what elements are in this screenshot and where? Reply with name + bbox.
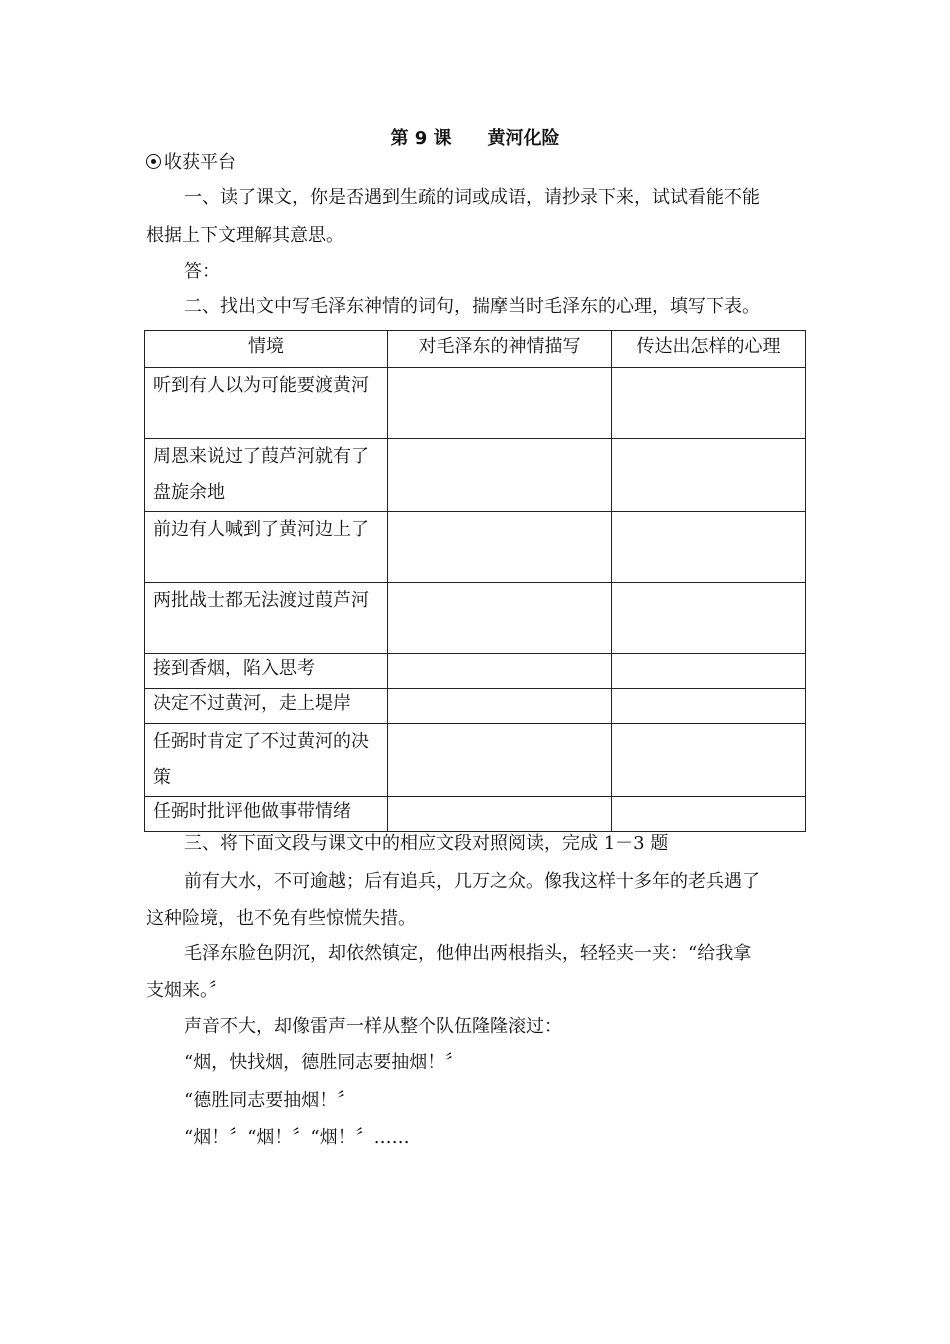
expression-answer-cell[interactable]: [388, 724, 612, 797]
question-3-text: 三、将下面文段与课文中的相应文段对照阅读，完成 1－3 题: [184, 833, 669, 854]
expression-answer-cell[interactable]: [388, 512, 612, 583]
table-header-cell: 传达出怎样的心理: [612, 331, 806, 368]
answer-label: 答：: [184, 261, 220, 282]
question-2-text: 二、找出文中写毛泽东神情的词句，揣摩当时毛泽东的心理，填写下表。: [184, 296, 760, 317]
table-header-row: [145, 331, 806, 368]
passage-quote: “烟，快找烟，德胜同志要抽烟！〞: [184, 1052, 464, 1073]
psychology-answer-cell[interactable]: [612, 439, 806, 512]
question-1-text-cont: 根据上下文理解其意思。: [146, 225, 344, 246]
expression-answer-cell[interactable]: [388, 368, 612, 439]
table-row: [145, 439, 806, 512]
section-heading-label: 收获平台: [164, 152, 236, 173]
situation-cell: 任弼时肯定了不过黄河的决策: [145, 724, 388, 797]
passage-quote: “德胜同志要抽烟！〞: [184, 1090, 356, 1111]
situation-cell: 任弼时批评他做事带情绪: [145, 797, 388, 832]
situation-cell: 周恩来说过了葭芦河就有了盘旋余地: [145, 439, 388, 512]
table-header-cell: 对毛泽东的神情描写: [388, 331, 612, 368]
psychology-answer-cell[interactable]: [612, 724, 806, 797]
expression-answer-cell[interactable]: [388, 439, 612, 512]
psychology-answer-cell[interactable]: [612, 797, 806, 832]
psychology-answer-cell[interactable]: [612, 512, 806, 583]
passage-paragraph-cont: 支烟来。〞: [146, 980, 227, 1001]
table-row: [145, 512, 806, 583]
circled-dot-icon: [146, 154, 161, 169]
worksheet-table: [144, 330, 806, 832]
passage-paragraph: 前有大水，不可逾越；后有追兵，几万之众。像我这样十多年的老兵遇了: [184, 871, 760, 892]
situation-cell: 接到香烟，陷入思考: [145, 654, 388, 689]
expression-answer-cell[interactable]: [388, 583, 612, 654]
table-row: [145, 583, 806, 654]
page-title: 第 9 课 黄河化险: [390, 128, 560, 149]
psychology-answer-cell[interactable]: [612, 368, 806, 439]
passage-quote: “烟！〞“烟！〞“烟！〞……: [184, 1127, 410, 1148]
situation-cell: 两批战士都无法渡过葭芦河: [145, 583, 388, 654]
passage-paragraph: 声音不大，却像雷声一样从整个队伍隆隆滚过：: [184, 1016, 562, 1037]
psychology-answer-cell[interactable]: [612, 654, 806, 689]
psychology-answer-cell[interactable]: [612, 583, 806, 654]
table-row: [145, 724, 806, 797]
table-row: [145, 797, 806, 832]
expression-answer-cell[interactable]: [388, 797, 612, 832]
situation-cell: 听到有人以为可能要渡黄河: [145, 368, 388, 439]
table-row: [145, 368, 806, 439]
situation-cell: 前边有人喊到了黄河边上了: [145, 512, 388, 583]
section-heading: [146, 150, 236, 176]
situation-cell: 决定不过黄河，走上堤岸: [145, 689, 388, 724]
table-row: [145, 654, 806, 689]
psychology-answer-cell[interactable]: [612, 689, 806, 724]
expression-answer-cell[interactable]: [388, 654, 612, 689]
expression-answer-cell[interactable]: [388, 689, 612, 724]
passage-paragraph-cont: 这种险境，也不免有些惊慌失措。: [146, 908, 416, 929]
passage-paragraph: 毛泽东脸色阴沉，却依然镇定，他伸出两根指头，轻轻夹一夹：“给我拿: [184, 943, 752, 964]
question-1-text: 一、读了课文，你是否遇到生疏的词或成语，请抄录下来，试试看能不能: [184, 187, 760, 208]
table-row: [145, 689, 806, 724]
table-header-cell: 情境: [145, 331, 388, 368]
